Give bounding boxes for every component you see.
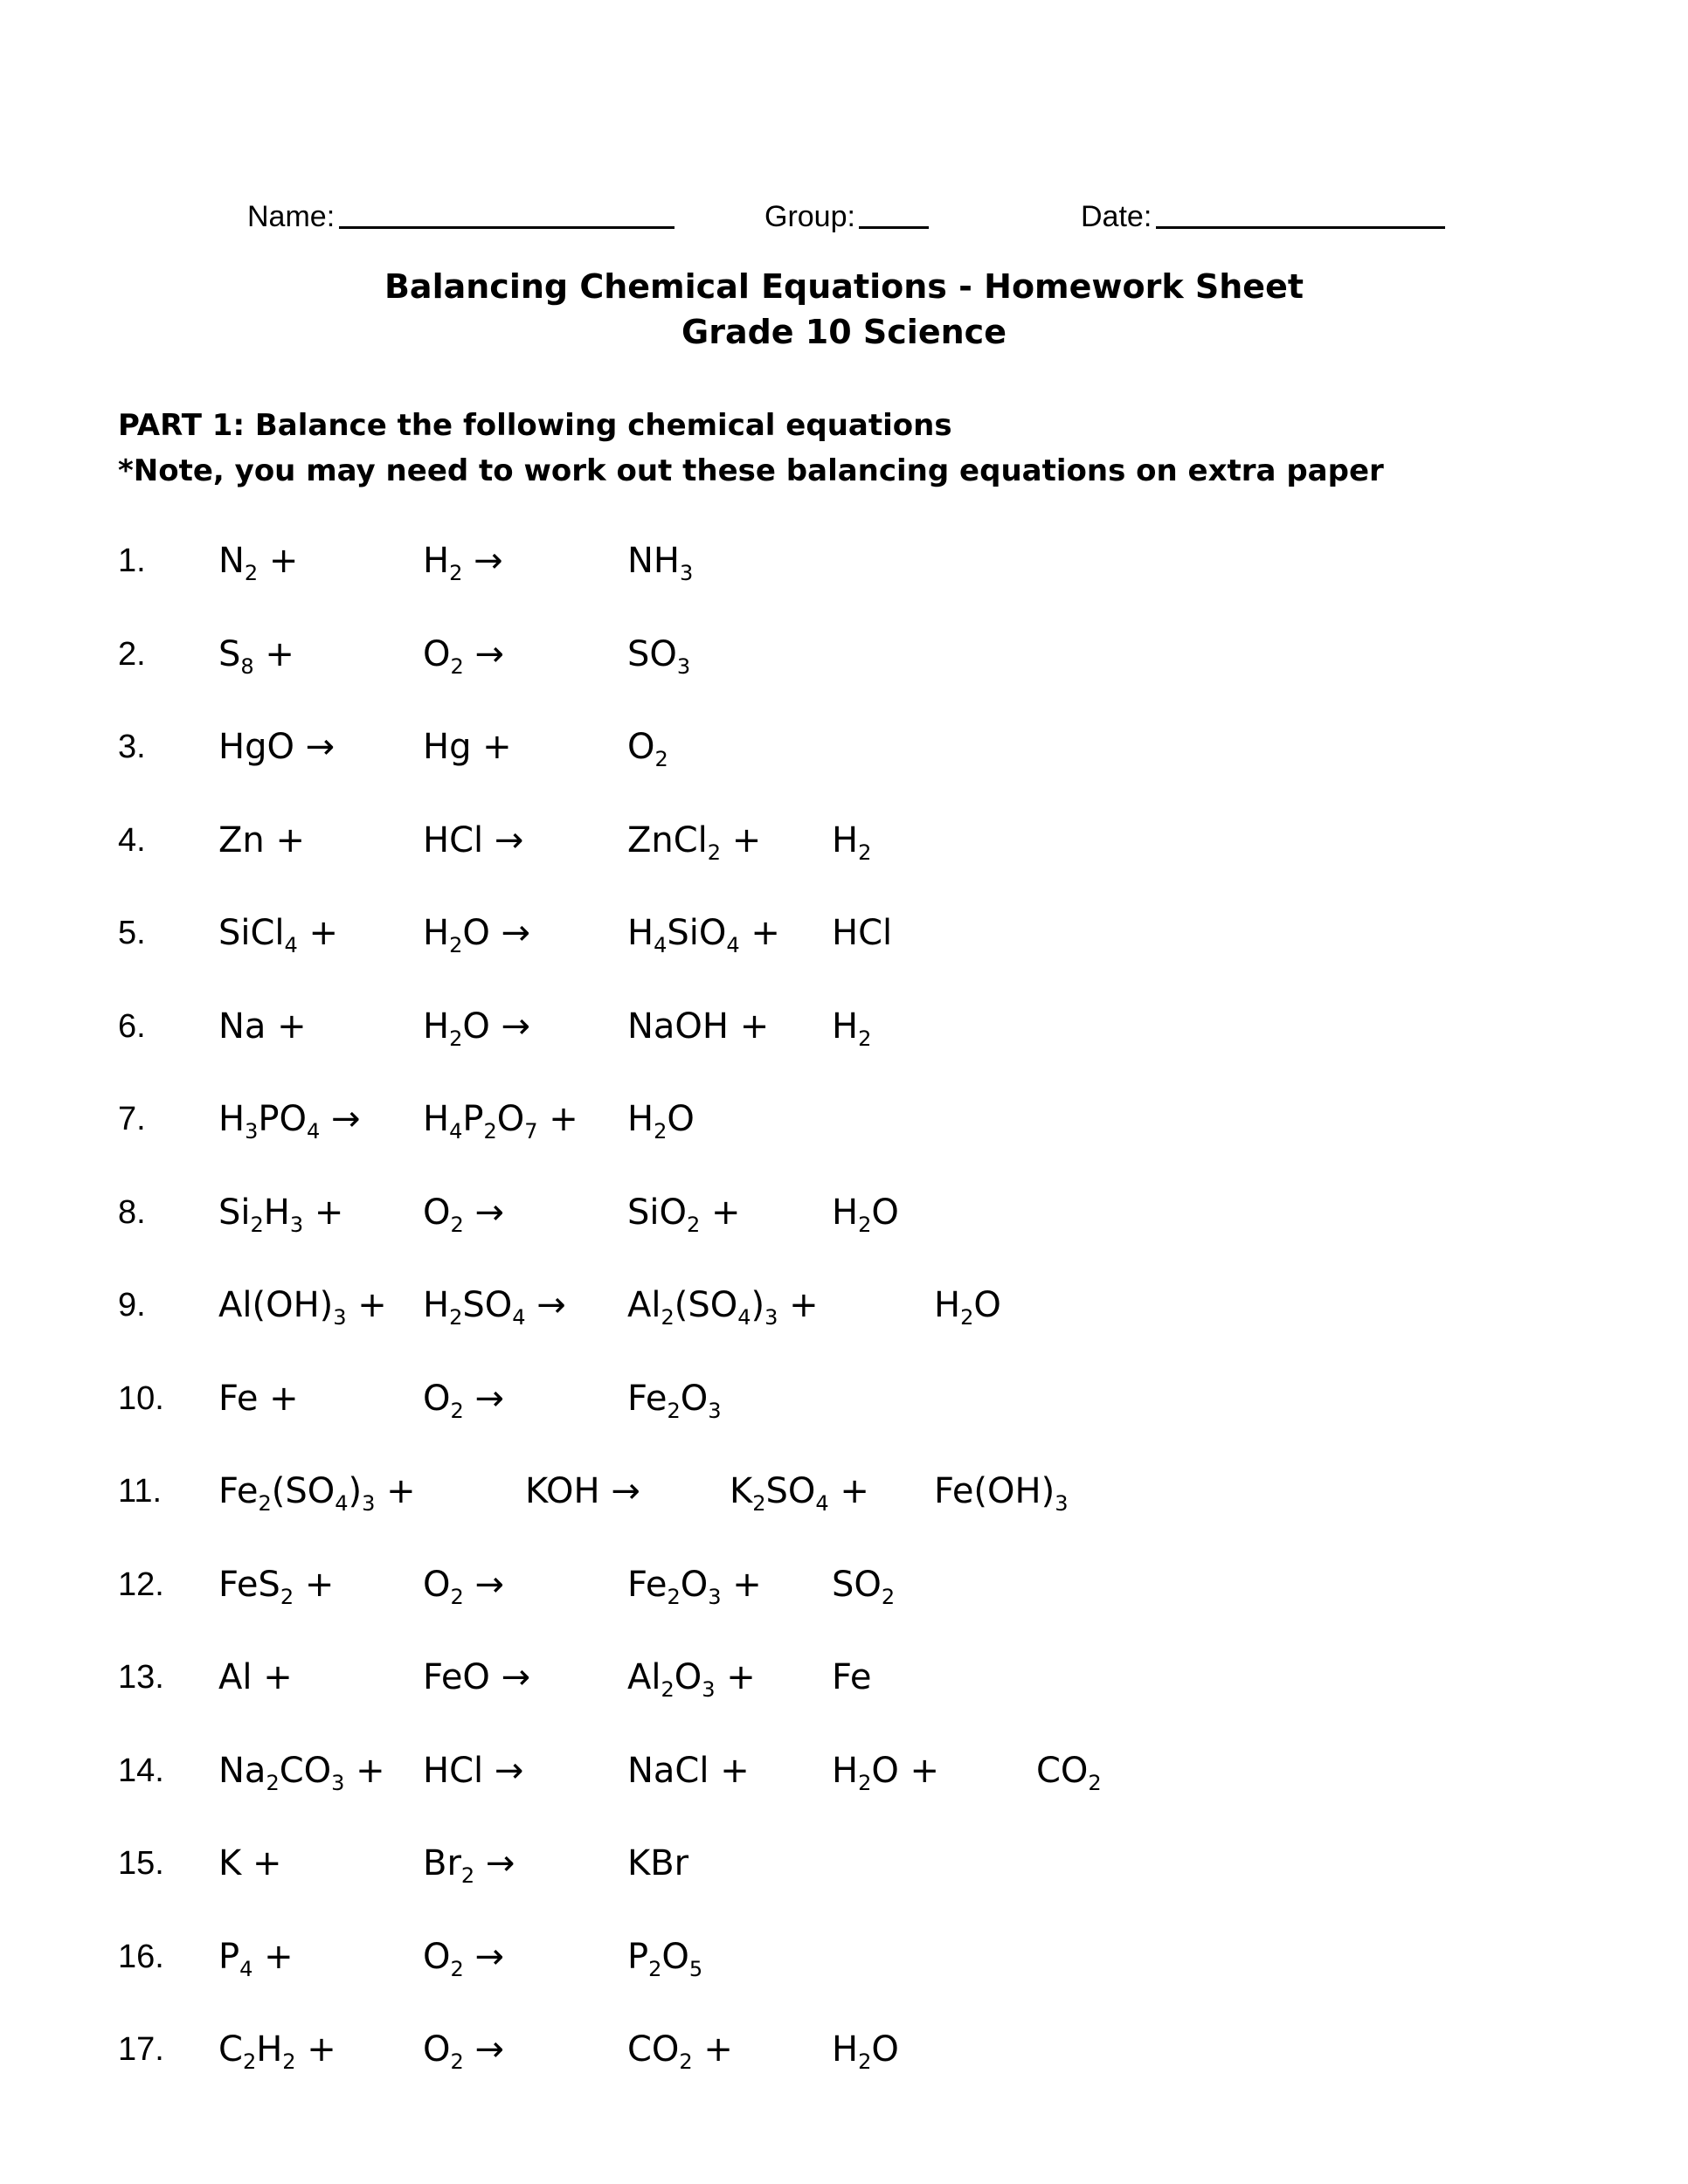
equation-number: 8. — [118, 1193, 146, 1231]
equation-row — [0, 1192, 1688, 1244]
equation-number: 13. — [118, 1659, 164, 1696]
equation-term: $Br_2$ → — [423, 1843, 515, 1888]
equation-term: $P_4$ + — [218, 1936, 294, 1981]
equation-term: ZnCl$_2$ + — [627, 819, 762, 865]
date-fill-line — [1156, 204, 1445, 229]
equation-term: $Al_2(SO_4)_3$ + — [627, 1285, 819, 1330]
equation-term: Al + — [218, 1657, 293, 1697]
equation-term: $O_2$ → — [423, 1378, 504, 1423]
equation-row — [0, 1842, 1688, 1895]
equation-term: $N_2$ + — [218, 541, 299, 585]
equation-term: SiO$_2$ + — [627, 1192, 741, 1237]
equation-number: 10. — [118, 1379, 164, 1417]
equation-term: $H_2O$ → — [423, 1006, 531, 1051]
equation-number: 12. — [118, 1565, 164, 1603]
equation-term: $Fe_2O_3$ + — [627, 1564, 762, 1609]
equation-row — [0, 1656, 1688, 1709]
equation-number: 14. — [118, 1752, 164, 1789]
equation-term: $S_8$ + — [218, 633, 294, 679]
equation-number: 4. — [118, 821, 146, 859]
equation-term: $P_2O_5$ — [627, 1936, 703, 1981]
equation-term: $H_4P_2O_7$ + — [423, 1099, 578, 1144]
equation-term: $O_2$ → — [423, 2029, 504, 2074]
part1-instructions — [118, 403, 1384, 494]
equation-number: 1. — [118, 543, 146, 579]
name-fill-line — [339, 204, 675, 229]
equation-row — [0, 1470, 1688, 1523]
equation-term: $H_2$ — [832, 1006, 872, 1051]
equation-term: $H_2O$ — [627, 1099, 695, 1144]
equation-row — [0, 1936, 1688, 1988]
equation-term: HCl → — [423, 819, 524, 860]
equation-term: $C_2H_2$ + — [218, 2029, 336, 2074]
equation-row — [0, 540, 1688, 592]
equation-term: $H_2$ → — [423, 541, 503, 585]
equation-term: KOH → — [525, 1471, 640, 1511]
equation-number: 16. — [118, 1938, 164, 1975]
equation-term: HCl → — [423, 1750, 524, 1791]
equation-number: 11. — [118, 1473, 163, 1510]
equation-number: 6. — [118, 1007, 146, 1045]
equation-term: FeO → — [423, 1657, 531, 1697]
equation-row — [0, 2028, 1688, 2081]
equation-row — [0, 633, 1688, 686]
title-line1: Balancing Chemical Equations - Homework Sheet — [384, 267, 1304, 306]
equation-term: FeS$_2$ + — [218, 1564, 335, 1609]
equation-row — [0, 1098, 1688, 1151]
date-label: Date: — [1081, 200, 1152, 233]
equation-term: Fe + — [218, 1378, 299, 1419]
equation-number: 9. — [118, 1287, 146, 1324]
equation-term: NaCl + — [627, 1750, 750, 1791]
equation-number: 17. — [118, 2031, 164, 2068]
equation-term: $H_2O$ + — [832, 1750, 940, 1795]
equation-term: $O_2$ → — [423, 1192, 504, 1237]
equation-term: $Al(OH)_3$ + — [218, 1285, 387, 1330]
equation-row — [0, 1284, 1688, 1337]
part1-note: *Note, you may need to work out these balancing equations on extra paper — [118, 453, 1384, 488]
equation-term: $Fe_2O_3$ — [627, 1378, 722, 1423]
equation-term: $Fe_2(SO_4)_3$ + — [218, 1471, 416, 1516]
equation-row — [0, 1564, 1688, 1616]
equation-term: Na + — [218, 1006, 307, 1047]
equation-number: 7. — [118, 1101, 146, 1137]
equation-term: $H_2O$ → — [423, 913, 531, 957]
equation-term: $SO_2$ — [832, 1564, 896, 1609]
equation-term: Hg + — [423, 727, 512, 767]
equation-term: $H_2O$ — [934, 1285, 1001, 1330]
equation-number: 3. — [118, 729, 146, 765]
group-fill-line — [859, 204, 929, 229]
equation-term: $O_2$ → — [423, 1936, 504, 1981]
equation-term: $H_2SO_4$ → — [423, 1285, 566, 1330]
equation-row — [0, 819, 1688, 872]
equation-term: $Al_2O_3$ + — [627, 1657, 756, 1702]
equation-term: $CO_2$ + — [627, 2029, 733, 2074]
equation-term: HgO → — [218, 727, 336, 767]
equation-row — [0, 912, 1688, 964]
equation-term: $H_2O$ — [832, 2029, 899, 2074]
equation-term: $CO_2$ — [1036, 1750, 1102, 1795]
equation-term: $O_2$ → — [423, 1564, 504, 1609]
equation-row — [0, 1006, 1688, 1058]
equation-term: $O_2$ — [627, 727, 668, 771]
title-line2: Grade 10 Science — [681, 313, 1007, 351]
equation-term: HCl — [832, 913, 893, 953]
equation-term: Zn + — [218, 819, 305, 860]
equation-term: $NH_3$ — [627, 541, 694, 585]
equation-number: 15. — [118, 1845, 164, 1882]
equation-term: NaOH + — [627, 1006, 770, 1047]
worksheet-title — [0, 264, 1688, 355]
equation-term: SiCl$_4$ + — [218, 913, 339, 957]
equation-term: Fe — [832, 1657, 872, 1697]
equation-term: $H_4SiO_4$ + — [627, 913, 780, 957]
equation-row — [0, 1750, 1688, 1802]
equation-term: $Si_2H_3$ + — [218, 1192, 344, 1237]
equation-number: 2. — [118, 635, 146, 673]
equation-term: $H_2$ — [832, 819, 872, 865]
group-label: Group: — [764, 200, 855, 233]
name-label: Name: — [247, 200, 336, 233]
equation-term: $H_3PO_4$ → — [218, 1099, 361, 1144]
equation-number: 5. — [118, 915, 146, 951]
equation-term: $Fe(OH)_3$ — [934, 1471, 1069, 1516]
equation-term: $K_2SO_4$ + — [730, 1471, 869, 1516]
equation-term: K + — [218, 1843, 282, 1883]
part1-heading: PART 1: Balance the following chemical equations — [118, 408, 952, 443]
equation-term: KBr — [627, 1843, 689, 1883]
equation-term: $Na_2CO_3$ + — [218, 1750, 385, 1795]
equation-term: $H_2O$ — [832, 1192, 899, 1237]
equation-term: $SO_3$ — [627, 633, 691, 679]
equation-row — [0, 726, 1688, 778]
equation-term: $O_2$ → — [423, 633, 504, 679]
equation-row — [0, 1378, 1688, 1430]
